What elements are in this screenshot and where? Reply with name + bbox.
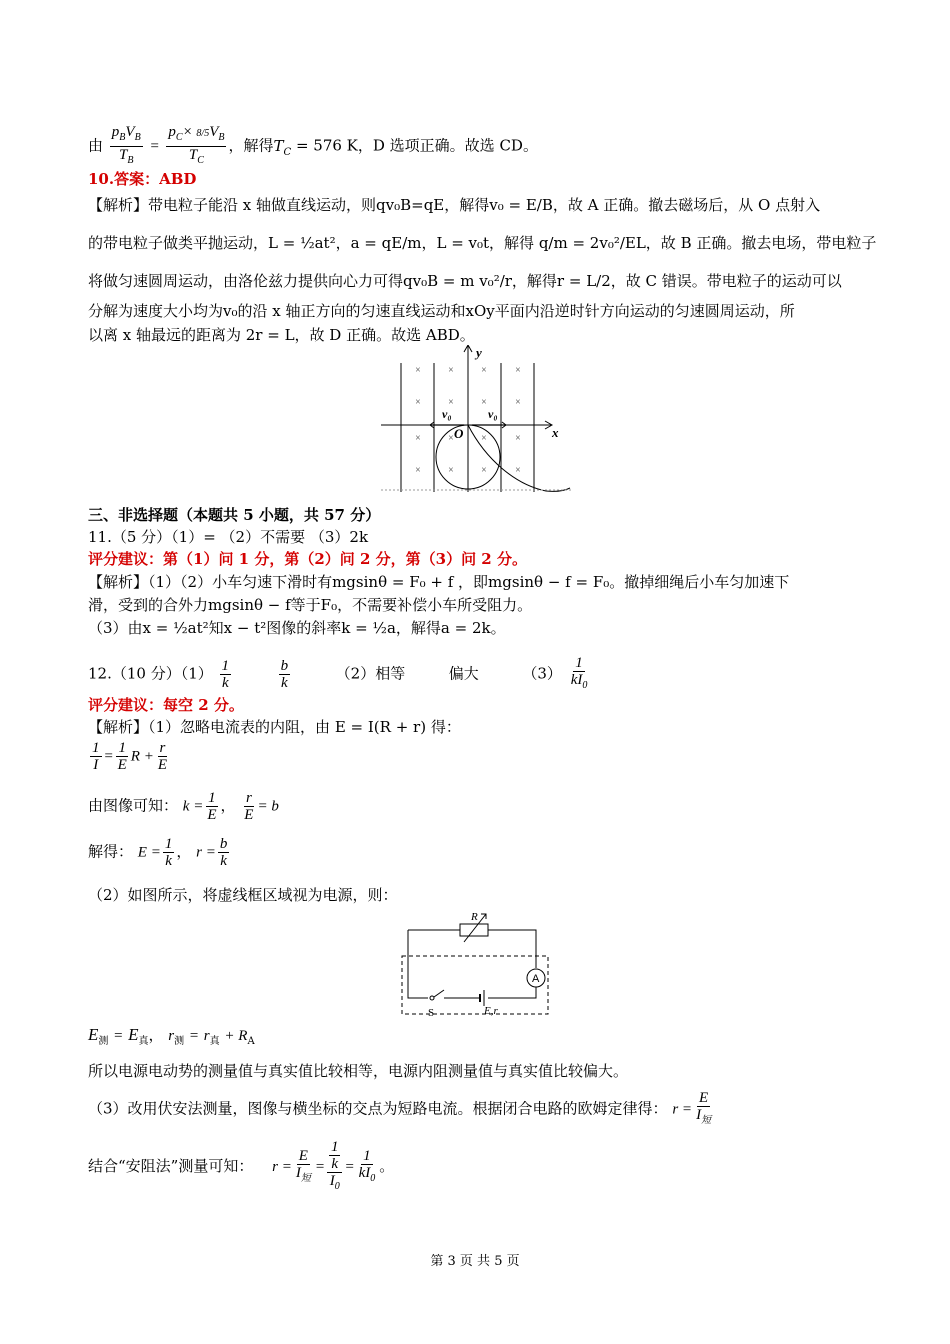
circuit-diagram [398, 908, 558, 1020]
q9-tail: 由 $\frac{p_BV_B}{T_B}$ = $\frac{p_C\times 8/5V_B}{T_C}$ ，解得$T_C = 576$ K，D 选项正确。故选 CD。 [88, 124, 538, 169]
q12-part2-intro: （2）如图所示，将虚线框区域视为电源，则： [88, 886, 398, 904]
q12-header: 12.（10 分）（1） $\frac{1}{k}$ $\frac{b}{k}$ （2）相等 偏大 （3） $\frac{1}{kI_0}$ [88, 655, 588, 691]
svg-text:×: × [415, 397, 421, 408]
q11-analysis-1: 【解析】（1）（2）小车匀速下滑时有mgsinθ = F₀ + f ，即mgsinθ − f = F₀。撤掉细绳后小车匀加速下 [88, 573, 790, 591]
page-footer: 第 3 页 共 5 页 [430, 1254, 520, 1269]
resistor-label: R [471, 911, 478, 923]
q12-conclusion: 所以电源电动势的测量值与真实值比较相等，电源内阻测量值与真实值比较偏大。 [88, 1062, 629, 1080]
svg-text:×: × [515, 433, 521, 444]
q12-analysis-1: 【解析】（1）忽略电流表的内阻，由 E = I(R + r) 得： [88, 718, 461, 736]
q12-part3: （3）改用伏安法测量，图像与横坐标的交点为短路电流。根据闭合电路的欧姆定律得： r = $\frac{E}{I_短}$ [88, 1090, 712, 1126]
magnetic-field-figure [376, 345, 576, 495]
origin-label: O [454, 426, 464, 441]
q10-analysis-line-1: 【解析】带电粒子能沿 x 轴做直线运动，则qv₀B=qE，解得v₀ = E/B，故 A 正确。撤去磁场后，从 O 点射入 [88, 196, 821, 214]
svg-text:×: × [448, 465, 454, 476]
q9-left-fraction: $\frac{p_BV_B}{T_B}$ [111, 124, 141, 166]
q10-analysis-line-2: 的带电粒子做类平抛运动，L = ½at²，a = qE/m，L = v₀t，解得 q/m = 2v₀²/EL，故 B 正确。撤去电场，带电粒子 [88, 234, 877, 252]
svg-text:×: × [481, 465, 487, 476]
svg-text:×: × [481, 365, 487, 376]
q12-measured-values: $E_测 = E_真$， $r_测 = r_真 + R_A$ [88, 1025, 255, 1047]
q12-solve: 解得： E = $\frac{1}{k}$ ， r = $\frac{b}{k}$ [88, 836, 228, 869]
svg-text:×: × [515, 465, 521, 476]
switch-label: S [428, 1007, 435, 1019]
q11-analysis-2: 滑，受到的合外力mgsinθ − f等于F₀，不需要补偿小车所受阻力。 [88, 596, 533, 614]
svg-text:×: × [415, 465, 421, 476]
velocity-right-label: v₀ [488, 407, 498, 421]
svg-text:×: × [415, 365, 421, 376]
q12-equation-1: $\frac{1}{I}$ = $\frac{1}{E}$ R + $\frac{r}{E}$ [92, 740, 168, 773]
svg-text:×: × [515, 397, 521, 408]
svg-text:×: × [481, 433, 487, 444]
q12-from-graph: 由图像可知： k = $\frac{1}{E}$ ， $\frac{r}{E}$ = b [88, 790, 279, 823]
svg-text:×: × [515, 365, 521, 376]
source-label: E,r [484, 1005, 498, 1017]
q11-scoring: 评分建议：第（1）问 1 分，第（2）问 2 分，第（3）问 2 分。 [88, 550, 527, 568]
q11-header: 11.（5 分）（1）= （2）不需要 （3）2k [88, 528, 369, 546]
y-axis-label: y [476, 345, 482, 360]
svg-text:×: × [448, 433, 454, 444]
q11-analysis-3: （3）由x = ½at²知x − t²图像的斜率k = ½a，解得a = 2k。 [88, 619, 506, 637]
q12-combine: 结合“安阻法”测量可知： r = $\frac{E}{I_短}$ = $\frac{\frac{1}{k}}{I_0}$ = $\frac{1}{kI_0}$ 。 [88, 1139, 395, 1192]
svg-text:×: × [448, 365, 454, 376]
svg-text:×: × [448, 397, 454, 408]
q10-analysis-line-4: 分解为速度大小均为v₀的沿 x 轴正方向的匀速直线运动和xOy平面内沿逆时针方向运动的匀速圆周运动，所 [88, 302, 795, 320]
q10-analysis-line-3: 将做匀速圆周运动，由洛伦兹力提供向心力可得qv₀B = m v₀²/r，解得r = L/2，故 C 错误。带电粒子的运动可以 [88, 272, 842, 290]
q10-answer: 10.答案：ABD [88, 170, 197, 188]
svg-text:×: × [481, 397, 487, 408]
ammeter-label: A [532, 973, 540, 985]
section-3-title: 三、非选择题（本题共 5 小题，共 57 分） [88, 506, 381, 524]
q10-analysis-line-5: 以离 x 轴最远的距离为 2r = L，故 D 正确。故选 ABD。 [88, 326, 475, 344]
x-axis-label: x [552, 425, 559, 440]
svg-text:×: × [415, 433, 421, 444]
q12-scoring: 评分建议：每空 2 分。 [88, 696, 244, 714]
q9-right-fraction: $\frac{p_C\times 8/5V_B}{T_C}$ [168, 124, 225, 166]
velocity-left-label: v₀ [442, 407, 452, 421]
